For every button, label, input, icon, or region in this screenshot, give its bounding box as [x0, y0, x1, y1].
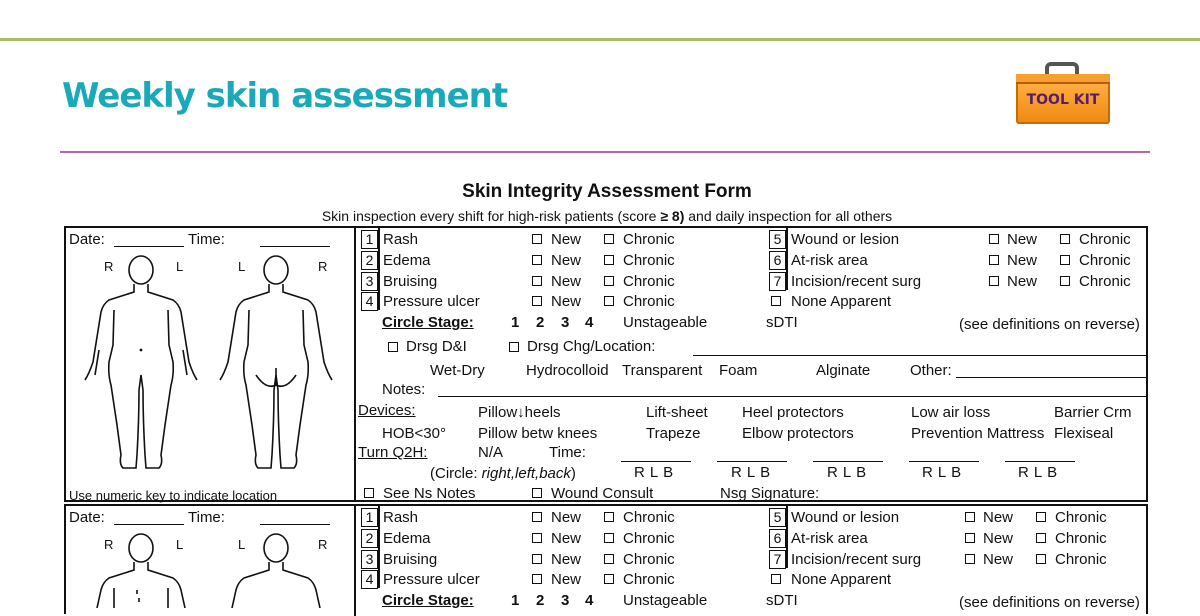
- checkbox[interactable]: [989, 255, 999, 265]
- checkbox[interactable]: [989, 234, 999, 244]
- toolkit-label: TOOL KIT: [1026, 92, 1100, 108]
- checkbox[interactable]: [532, 533, 542, 543]
- numeric-key-note: Use numeric key to indicate location: [69, 488, 278, 503]
- checkbox[interactable]: [532, 296, 542, 306]
- checkbox[interactable]: [388, 342, 398, 352]
- checkbox[interactable]: [532, 234, 542, 244]
- checkbox[interactable]: [771, 574, 781, 584]
- assessment-section-2: Date: Time: R L L R 1 2 3 4 Rash Edema Bruising Pressure ulcer New Chronic New Chronic New Chronic New Chronic 5 6 7 Wound or lesion At-risk area Incision/recent surg New Chronic New Chronic New Chronic None Apparent Circle Stage: 1 2 3 4 Unstageable sDTI (see definitions on reverse): [64, 504, 1148, 614]
- checkbox[interactable]: [604, 512, 614, 522]
- checkbox[interactable]: [532, 276, 542, 286]
- checkbox[interactable]: [989, 276, 999, 286]
- checkbox[interactable]: [532, 574, 542, 584]
- checkbox[interactable]: [1036, 554, 1046, 564]
- checkbox[interactable]: [1036, 512, 1046, 522]
- checkbox[interactable]: [604, 574, 614, 584]
- assessment-section-1: Date: Time: R L L R Use numeric key to indicate location 1 2 3 4 Rash Edema Bruising Pressure ulcer New Chronic New Chronic New Chronic New Chronic 5 6 7 Wound or lesion At-risk area Incision/recent surg New Chronic New Chronic New Chronic None Apparent Circle Stage: 1 2 3 4 Unstageable sDTI (see definitions on reverse) Drsg D&I Drsg Chg/Location: Wet-Dry Hydrocolloid Transparent Foam Alginate Other: Notes: Devices: Pillow↓heels Lift-sheet Heel protectors Low air loss Barrier Crm HOB<30° Pillow betw knees Trapeze Elbow protectors Prevention Mattress Flexiseal Turn Q2H: N/A Time: (Circle: right,left,back) RLB RLB RLB RLB RLB See Ns Notes Wound Consult Nsg Signature:: [64, 226, 1148, 502]
- page-title: Weekly skin assessment: [62, 76, 508, 116]
- body-back-icon: [216, 528, 336, 608]
- form-title: Skin Integrity Assessment Form: [462, 181, 752, 202]
- form-subtitle: Skin inspection every shift for high-risk patients (score ≥ 8) and daily inspection for all others: [321, 208, 893, 224]
- top-rule: [0, 38, 1200, 41]
- checkbox[interactable]: [532, 554, 542, 564]
- checkbox[interactable]: [604, 255, 614, 265]
- checkbox[interactable]: [965, 512, 975, 522]
- title-rule: [60, 151, 1150, 153]
- checkbox[interactable]: [604, 276, 614, 286]
- body-front-icon: [81, 250, 201, 482]
- checkbox[interactable]: [1060, 276, 1070, 286]
- checkbox[interactable]: [1060, 255, 1070, 265]
- date-label: Date:: [69, 231, 105, 248]
- toolkit-icon: [1016, 62, 1110, 124]
- checkbox[interactable]: [509, 342, 519, 352]
- checkbox[interactable]: [771, 296, 781, 306]
- checkbox[interactable]: [604, 296, 614, 306]
- checkbox[interactable]: [532, 488, 542, 498]
- checkbox[interactable]: [532, 255, 542, 265]
- checkbox[interactable]: [965, 533, 975, 543]
- checkbox[interactable]: [965, 554, 975, 564]
- checkbox[interactable]: [604, 234, 614, 244]
- checkbox[interactable]: [532, 512, 542, 522]
- checkbox[interactable]: [1036, 533, 1046, 543]
- time-label: Time:: [188, 231, 225, 248]
- body-front-icon: [81, 528, 201, 608]
- checkbox[interactable]: [1060, 234, 1070, 244]
- body-back-icon: [216, 250, 336, 482]
- checkbox[interactable]: [364, 488, 374, 498]
- checkbox[interactable]: [604, 554, 614, 564]
- checkbox[interactable]: [604, 533, 614, 543]
